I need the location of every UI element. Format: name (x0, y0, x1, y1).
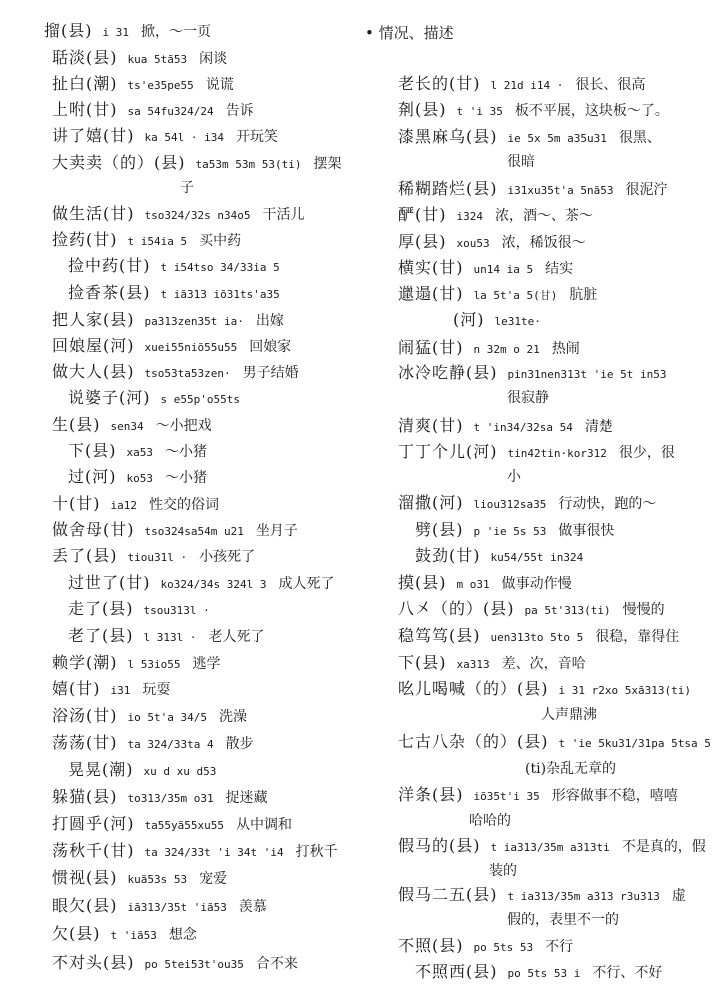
left-entry: 赖学(潮) l 53io55 逃学 (52, 653, 221, 672)
left-entry: 嬉(甘) i31 玩耍 (52, 679, 171, 698)
right-entry: 溜撒(河) liou312sa35 行动快，跑的～ (398, 493, 657, 512)
right-entry: 㓫(县) t 'i 35 板不平展，这块板～了。 (398, 100, 669, 119)
continuation-line: 装的 (489, 863, 517, 879)
right-entry: 邋遢(甘) la 5t'a 5(甘) 肮脏 (398, 284, 598, 303)
right-entry: 清爽(甘) t 'in34/32sa 54 清楚 (398, 416, 613, 435)
continuation-line: 很寂静 (507, 390, 549, 406)
left-entry: 眼欠(县) iã313/35t 'iã53 羡慕 (52, 896, 267, 915)
left-entry: 回娘屋(河) xuei55niõ55u55 回娘家 (52, 336, 292, 355)
left-entry: 上咐(甘) sa 54fu324/24 告诉 (52, 100, 254, 119)
right-entry: 冰冷吃静(县) pin31nen313t 'ie 5t in53 (398, 363, 667, 382)
right-entry: 不照(县) po 5ts 53 不行 (398, 936, 574, 955)
left-entry: 扯白(潮) ts'e35pe55 说谎 (52, 74, 234, 93)
left-entry: 不对头(县) po 5tei53t'ou35 合不来 (52, 953, 298, 972)
right-entry: 漆黑麻乌(县) ie 5x 5m a35u31 很黑、 (398, 127, 661, 146)
left-entry: 欠(县) t 'iã53 想念 (52, 924, 197, 943)
right-entry: 劈(县) p 'ie 5s 53 做事很快 (415, 520, 615, 539)
continuation-line: 假的，表里不一的 (507, 912, 619, 928)
left-entry: 捡中药(甘) t i54tso 34/33ia 5 (68, 256, 280, 275)
right-entry: 假马二五(县) t ia313/35m a313 r3u313 虚 (398, 885, 686, 904)
right-entry: 厚(县) xou53 浓，稀饭很～ (398, 232, 586, 251)
right-entry: 丁丁个儿(河) tin42tin·kor312 很少，很 (398, 442, 675, 461)
left-entry: 十(甘) ia12 性交的俗词 (52, 494, 219, 513)
left-entry: 㨨(县) i 31 掀，～一页 (44, 21, 211, 40)
continuation-line: 哈哈的 (469, 813, 511, 829)
left-entry: 生(县) sen34 ～小把戏 (52, 415, 212, 434)
right-entry: 吆儿喝喊（的）(县) i 31 r2xo 5xã313(ti) (398, 679, 691, 698)
continuation-line: 人声鼎沸 (541, 707, 597, 723)
continuation-line: 子 (180, 180, 194, 196)
left-entry: 做大人(县) tso53ta53zen· 男子结婚 (52, 362, 299, 381)
left-entry: 晃晃(潮) xu d xu d53 (68, 760, 217, 779)
section-heading: • 情况、描述 (365, 24, 454, 42)
left-entry: 下(县) xa53 ～小猪 (68, 441, 207, 460)
left-entry: 老了(县) l 313l · 老人死了 (68, 626, 265, 645)
right-entry: 洋条(县) iõ35t'i 35 形容做事不稳，嘻嘻 (398, 785, 678, 804)
left-entry: 做舍母(甘) tso324sa54m u21 坐月子 (52, 520, 298, 539)
left-entry: 过世了(甘) ko324/34s 324l 3 成人死了 (68, 573, 335, 592)
continuation-line: 很暗 (507, 154, 535, 170)
left-entry: 大卖卖（的）(县) ta53m 53m 53(ti) 摆架 (52, 153, 342, 172)
right-entry: 假马的(县) t ia313/35m a313ti 不是真的，假 (398, 836, 706, 855)
right-entry: 稳笃笃(县) uen313to 5to 5 很稳，靠得住 (398, 626, 680, 645)
right-entry: 酽(甘) i324 浓，酒～、茶～ (398, 205, 593, 224)
right-entry: 七古八杂（的）(县) t 'ie 5ku31/31pa 5tsa 5 (398, 732, 711, 751)
right-entry: 八㐅（的）(县) pa 5t'313(ti) 慢慢的 (398, 599, 665, 618)
left-entry: 走了(县) tsou313l · (68, 599, 210, 618)
left-entry: 讲了嬉(甘) ka 54l · i34 开玩笑 (52, 126, 278, 145)
left-entry: 丢了(县) tiou31l · 小孩死了 (52, 546, 256, 565)
left-entry: 说婆子(河) s e55p'o55ts (68, 388, 240, 407)
left-entry: 过(河) ko53 ～小猪 (68, 467, 207, 486)
left-entry: 荡荡(甘) ta 324/33ta 4 散步 (52, 733, 254, 752)
left-entry: 躲猫(县) to313/35m o31 捉迷藏 (52, 787, 268, 806)
right-entry: 稀糊踏烂(县) i31xu35t'a 5nã53 很泥泞 (398, 179, 668, 198)
right-entry: 摸(县) m o31 做事动作慢 (398, 573, 572, 592)
left-entry: 荡秋千(甘) ta 324/33t 'i 34t 'i4 打秋千 (52, 841, 338, 860)
continuation-line: (ti)杂乱无章的 (525, 761, 617, 777)
left-entry: 聒淡(县) kua 5tã53 闲谈 (52, 48, 228, 67)
right-entry: 闹猛(甘) n 32m o 21 热闹 (398, 338, 580, 357)
right-entry: 下(县) xa313 差、次，音哈 (398, 653, 586, 672)
left-entry: 浴汤(甘) io 5t'a 34/5 洗澡 (52, 706, 247, 725)
right-entry: 鼓劲(甘) ku54/55t in324 (415, 546, 584, 565)
right-entry: 老长的(甘) l 21d i14 · 很长、很高 (398, 74, 646, 93)
left-entry: 捡药(甘) t i54ia 5 买中药 (52, 230, 242, 249)
right-entry: 横实(甘) un14 ia 5 结实 (398, 258, 574, 277)
left-entry: 打圆乎(河) ta55yã55xu55 从中调和 (52, 814, 292, 833)
right-entry: 不照西(县) po 5ts 53 i 不行、不好 (415, 962, 663, 981)
left-entry: 做生活(甘) tso324/32s n34o5 干活儿 (52, 204, 305, 223)
right-entry: (河) le31te· (453, 310, 541, 329)
left-entry: 把人家(县) pa313zen35t ia· 出嫁 (52, 310, 284, 329)
left-entry: 惯视(县) kuã53s 53 宠爱 (52, 868, 228, 887)
left-entry: 捡香茶(县) t iã313 iõ31ts'a35 (68, 283, 280, 302)
continuation-line: 小 (507, 469, 521, 485)
